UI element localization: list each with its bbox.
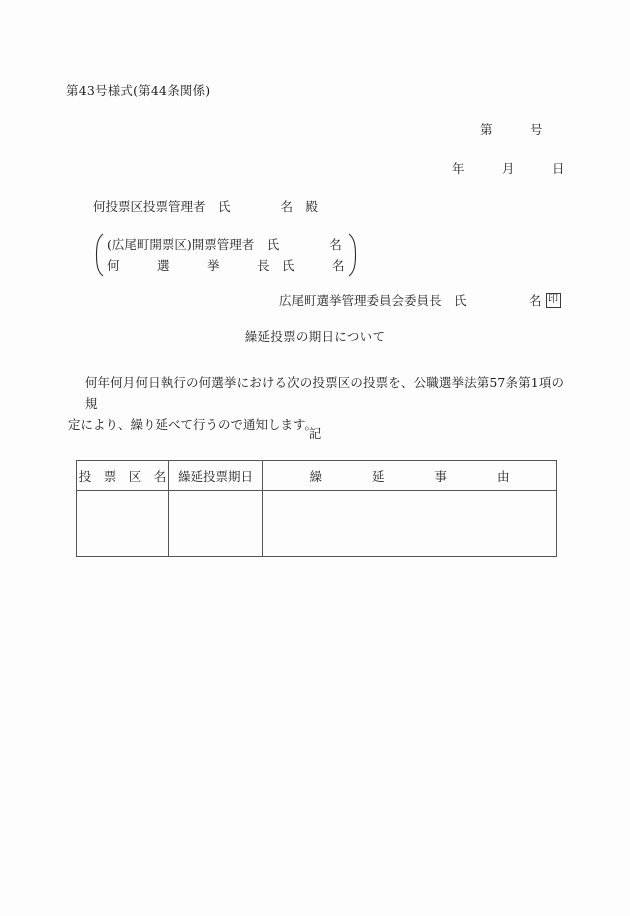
brace-line-1: (広尾町開票区)開票管理者 氏 名: [107, 237, 342, 252]
deferred-vote-table: [76, 460, 557, 557]
signer-line: [279, 291, 561, 309]
table-header-date: 繰延投票期日: [169, 461, 263, 491]
document-date-field: 年 月 日: [452, 161, 565, 176]
body-line-1: 何年何月何日執行の何選挙における次の投票区の投票を、公職選挙法第57条第1項の規: [84, 375, 564, 411]
brace-group: [93, 233, 359, 277]
document-title: 繰延投票の期日について: [244, 329, 386, 344]
table-row: [77, 491, 557, 557]
document-number-field: 第 号: [480, 122, 543, 137]
right-brace-icon: [346, 233, 359, 277]
left-brace-icon: [93, 233, 106, 277]
deferred-vote-table-wrapper: [76, 460, 556, 557]
table-header-reason: 繰 延 事 由: [263, 461, 557, 491]
brace-line-2: 何 選 挙 長 氏 名: [107, 258, 345, 273]
brace-text-lines: [106, 233, 346, 277]
table-cell-date[interactable]: [169, 491, 263, 557]
addressee-line: 何投票区投票管理者 氏 名 殿: [93, 199, 319, 214]
table-header-district: 投 票 区 名: [77, 461, 169, 491]
seal-stamp-icon: 印: [546, 293, 561, 308]
body-line-2: 定により、繰り延べて行うので通知します。: [68, 417, 318, 432]
signer-name-label: 広尾町選挙管理委員会委員長 氏 名: [279, 293, 542, 308]
table-cell-reason[interactable]: [263, 491, 557, 557]
table-cell-district[interactable]: [77, 491, 169, 557]
table-header-row: [77, 461, 557, 491]
ki-marker: 記: [308, 426, 322, 441]
form-number-label: 第43号様式(第44条関係): [66, 83, 211, 98]
